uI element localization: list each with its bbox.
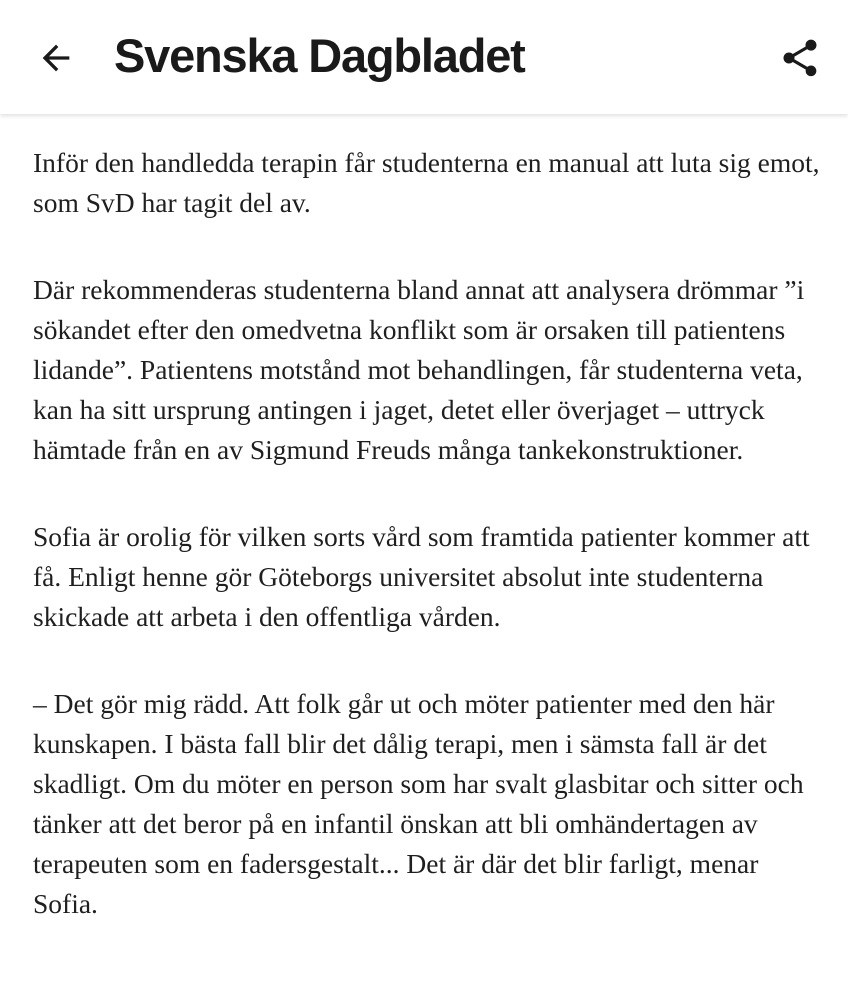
article-paragraph: Sofia är orolig för vilken sorts vård som framtida patienter kommer att få. Enligt henne gör Göteborgs universitet absolut inte studenterna skickade att arbeta i den offentliga vården.: [33, 521, 810, 632]
article-paragraph: Där rekommenderas studenterna bland annat att analysera drömmar ”i sökandet efter den omedvetna konflikt som är orsaken till patientens lidande”. Patientens motstånd mot behandlingen, får studenterna veta, kan ha sitt ursprung antingen i jaget, detet eller överjaget – uttryck hämtade från en av Sigmund Freuds många tankekonstruktioner.: [33, 274, 805, 465]
article-paragraph: – Det gör mig rädd. Att folk går ut och möter patienter med den här kunskapen. I bästa fall blir det dålig terapi, men i sämsta fall är det skadligt. Om du möter en person som har svalt glasbitar och sitter och tänker att det beror på en infantil önskan att bli omhändertagen av terapeuten som en fadersgestalt... Det är där det blir farligt, menar Sofia.: [33, 688, 804, 919]
back-button[interactable]: [30, 34, 82, 82]
top-app-bar: [0, 0, 848, 114]
share-icon: [778, 36, 822, 80]
article-body: [33, 143, 823, 924]
share-button[interactable]: [774, 32, 826, 84]
article-paragraph: Inför den handledda terapin får studenterna en manual att luta sig emot, som SvD har tagit del av.: [33, 147, 820, 218]
app-title: Svenska Dagbladet: [114, 29, 525, 82]
arrow-left-icon: [36, 38, 76, 78]
